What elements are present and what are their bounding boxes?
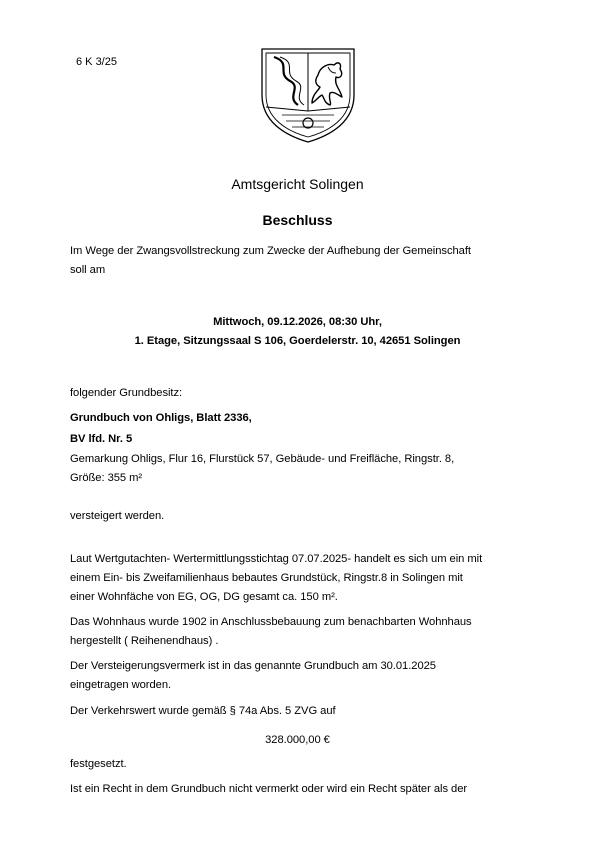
paragraph-1-line-1: Laut Wertgutachten- Wertermittlungsstichtag 07.07.2025- handelt es sich um ein mit [70, 553, 483, 565]
land-register: Grundbuch von Ohligs, Blatt 2336, [70, 412, 252, 424]
fixed-text: festgesetzt. [70, 758, 127, 770]
property-description-2: Größe: 355 m² [70, 472, 143, 484]
paragraph-2-line-2: hergestellt ( Reihenendhaus) . [70, 635, 219, 647]
intro-line-2: soll am [70, 264, 106, 276]
case-number: 6 K 3/25 [76, 56, 117, 68]
paragraph-1-line-2: einem Ein- bis Zweifamilienhaus bebautes Grundstück, Ringstr.8 in Solingen mit [70, 572, 463, 584]
document-title: Beschluss [262, 212, 333, 228]
coat-of-arms-icon [258, 45, 358, 145]
auctioned-text: versteigert werden. [70, 510, 165, 522]
intro-line-1: Im Wege der Zwangsvollstreckung zum Zwecke der Aufhebung der Gemeinschaft [70, 245, 471, 257]
paragraph-3-line-2: eingetragen worden. [70, 679, 172, 691]
property-description-1: Gemarkung Ohligs, Flur 16, Flurstück 57, Gebäude- und Freifläche, Ringstr. 8, [70, 453, 455, 465]
auction-location: 1. Etage, Sitzungssaal S 106, Goerdelerstr. 10, 42651 Solingen [134, 335, 461, 347]
register-item: BV lfd. Nr. 5 [70, 433, 133, 445]
market-value-text: Der Verkehrswert wurde gemäß § 74a Abs. 5 ZVG auf [70, 705, 336, 717]
paragraph-5-line-1: Ist ein Recht in dem Grundbuch nicht vermerkt oder wird ein Recht später als der [70, 783, 468, 795]
market-value-amount: 328.000,00 € [265, 734, 330, 746]
paragraph-2-line-1: Das Wohnhaus wurde 1902 in Anschlussbebauung zum benachbarten Wohnhaus [70, 616, 472, 628]
paragraph-3-line-1: Der Versteigerungsvermerk ist in das genannte Grundbuch am 30.01.2025 [70, 660, 436, 672]
auction-date: Mittwoch, 09.12.2026, 08:30 Uhr, [213, 316, 382, 328]
paragraph-1-line-3: einer Wohnfäche von EG, OG, DG gesamt ca. 150 m². [70, 591, 338, 603]
court-name: Amtsgericht Solingen [231, 176, 364, 192]
property-label: folgender Grundbesitz: [70, 387, 183, 399]
